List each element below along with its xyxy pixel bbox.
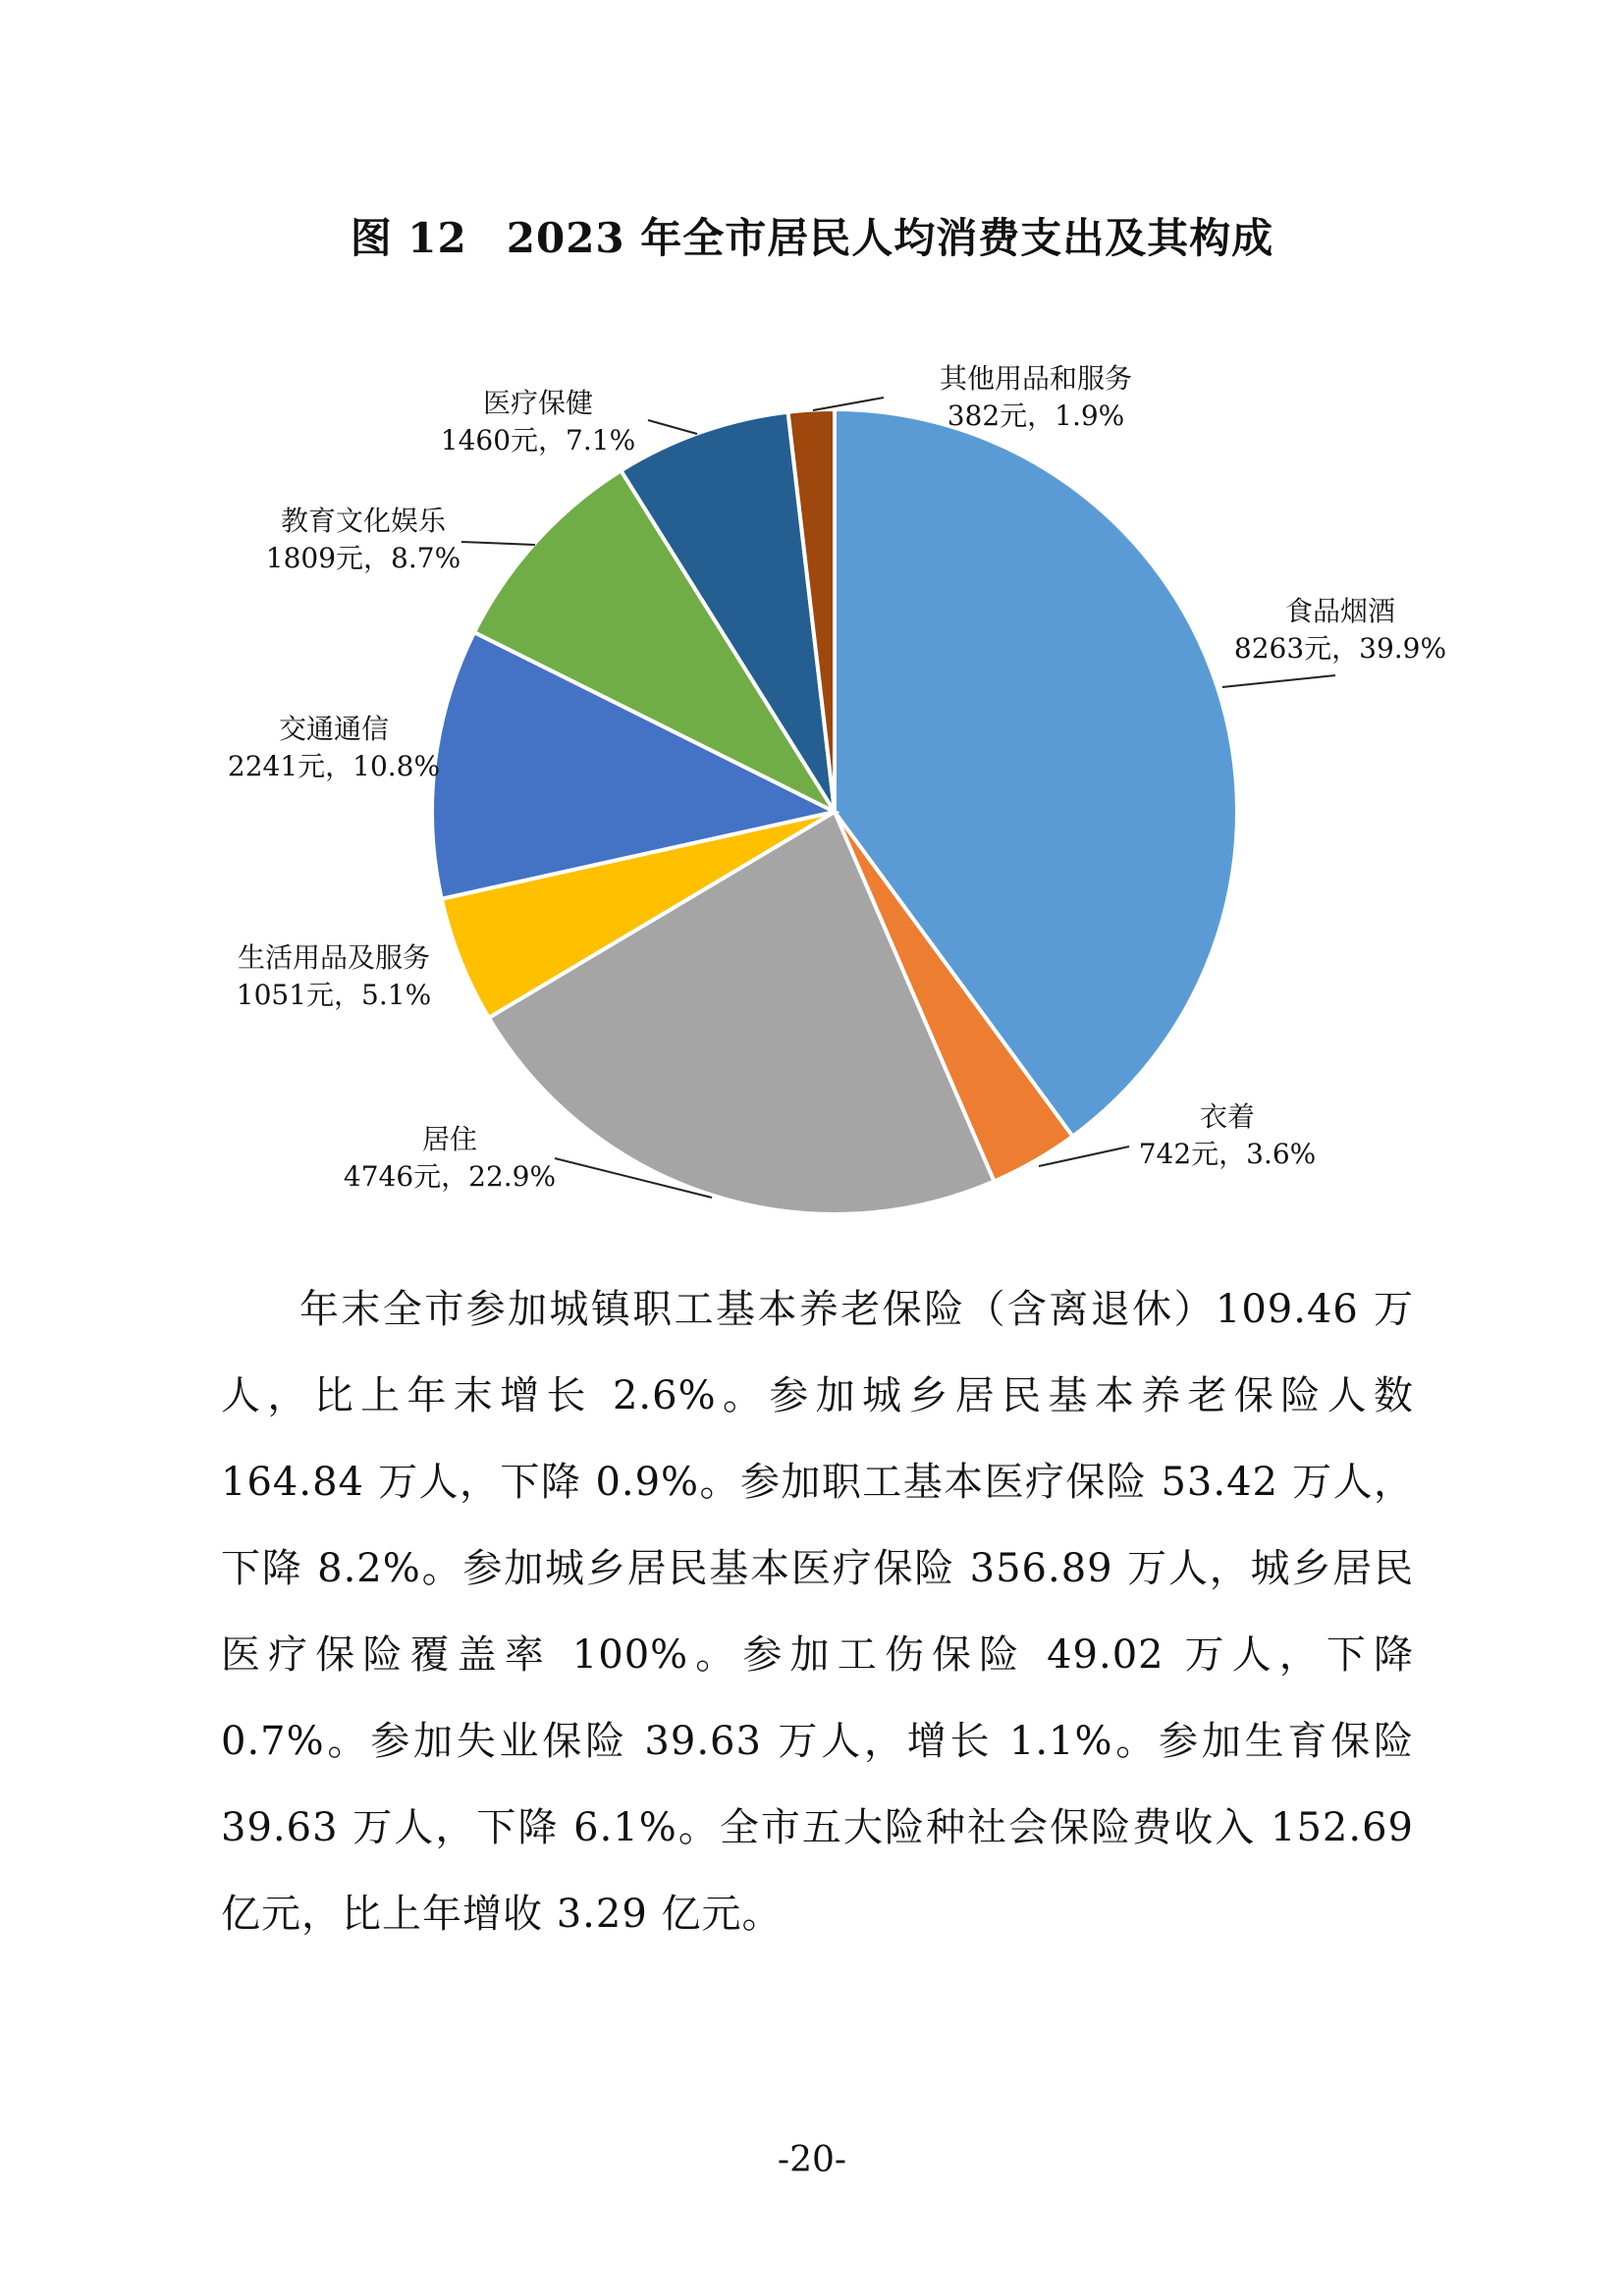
figure-label: 图 12	[350, 214, 467, 262]
leader-line-1	[1222, 675, 1335, 687]
slice-value-label: 2241元，10.8%	[227, 750, 441, 782]
slice-value-label: 1460元，7.1%	[440, 424, 636, 456]
slice-value-label: 4746元，22.9%	[343, 1160, 557, 1193]
slice-name-label: 居住	[421, 1123, 478, 1155]
slice-value-label: 382元，1.9%	[947, 400, 1125, 432]
slice-value-label: 742元，3.6%	[1138, 1138, 1317, 1170]
slice-name-label: 衣着	[1199, 1100, 1256, 1133]
slice-value-label: 1051元，5.1%	[236, 979, 432, 1011]
figure-caption: 2023 年全市居民人均消费支出及其构成	[506, 214, 1274, 262]
slice-name-label: 食品烟酒	[1284, 595, 1396, 627]
slice-name-label: 医疗保健	[482, 387, 594, 419]
slice-name-label: 交通通信	[278, 713, 390, 745]
slice-name-label: 生活用品及服务	[237, 941, 431, 974]
body-text	[221, 1266, 1414, 1957]
slice-name-label: 教育文化娱乐	[280, 505, 447, 537]
slice-value-label: 8263元，39.9%	[1233, 632, 1447, 665]
leader-line-6	[461, 542, 535, 545]
slice-name-label: 其他用品和服务	[939, 362, 1133, 395]
paragraph: 年末全市参加城镇职工基本养老保险（含离退休）109.46 万人，比上年末增长 2.6%。参加城乡居民基本养老保险人数 164.84 万人，下降 0.9%。参加职工基本医疗保险 53.42 万人，下降 8.2%。参加城乡居民基本医疗保险 356.89 万人，城乡居民医疗保险覆盖率 100%。参加工伤保险 49.02 万人，下降 0.7%。参加失业保险 39.63 万人，增长 1.1%。参加生育保险 39.63 万人，下降 6.1%。全市五大险种社会保险费收入 152.69 亿元，比上年增收 3.29 亿元。	[221, 1287, 1414, 1937]
slice-value-label: 1809元，8.7%	[265, 542, 461, 574]
page-number: -20-	[777, 2140, 847, 2180]
leader-line-7	[648, 420, 697, 434]
